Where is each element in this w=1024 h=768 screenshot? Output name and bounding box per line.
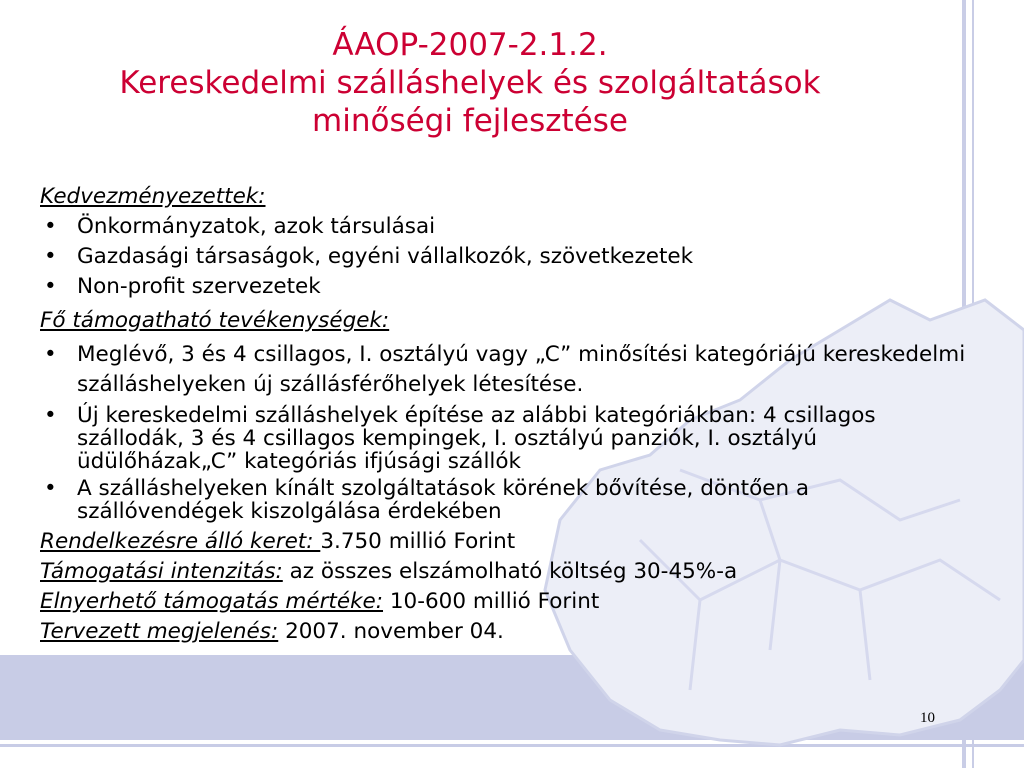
detail-label: Támogatási intenzitás: [40, 559, 283, 584]
detail-value: 10-600 millió Forint [383, 589, 600, 614]
beneficiaries-heading: Kedvezményezettek: [40, 184, 266, 209]
title-line-2: Kereskedelmi szálláshelyek és szolgáltatások [119, 65, 821, 101]
detail-label: Tervezett megjelenés: [40, 619, 279, 644]
list-item: • Önkormányzatok, azok társulásai [40, 212, 970, 242]
title-code: ÁAOP-2007-2.1.2. [332, 27, 608, 63]
detail-row-budget [40, 527, 970, 557]
beneficiaries-list [40, 212, 970, 302]
list-item: • Új kereskedelmi szálláshelyek építése az alábbi kategóriákban: 4 csillagos szállodák, 3 és 4 csillagos kempingek, I. osztályú panziók, I. osztályú üdülőházak„C” kategóriás ifjúsági szállók [40, 404, 970, 473]
page-number: 10 [920, 710, 935, 726]
detail-value: az összes elszámolható költség 30-45%-a [282, 559, 738, 584]
detail-value: 2007. november 04. [278, 619, 504, 644]
detail-row-intensity [40, 557, 970, 587]
detail-row-publication [40, 617, 970, 647]
list-item: • Non-profit szervezetek [40, 272, 970, 302]
activities-list [40, 340, 970, 523]
list-item: • Gazdasági társaságok, egyéni vállalkozók, szövetkezetek [40, 242, 970, 272]
activities-heading: Fő támogatható tevékenységek: [40, 308, 390, 333]
detail-value: 3.750 millió Forint [320, 529, 516, 554]
title-line-3: minőségi fejlesztése [312, 103, 628, 139]
detail-label: Rendelkezésre álló keret: [40, 529, 321, 554]
list-item: • A szálláshelyeken kínált szolgáltatások körének bővítése, döntően a szállóvendégek kiszolgálása érdekében [40, 477, 970, 523]
slide-title [20, 26, 920, 140]
detail-label: Elnyerhető támogatás mértéke: [40, 589, 384, 614]
list-item: • Meglévő, 3 és 4 csillagos, I. osztályú vagy „C” minősítési kategóriájú kereskedelmi szálláshelyeken új szállásférőhelyek létesítése. [40, 340, 970, 400]
slide-body [40, 182, 970, 647]
detail-row-amount [40, 587, 970, 617]
